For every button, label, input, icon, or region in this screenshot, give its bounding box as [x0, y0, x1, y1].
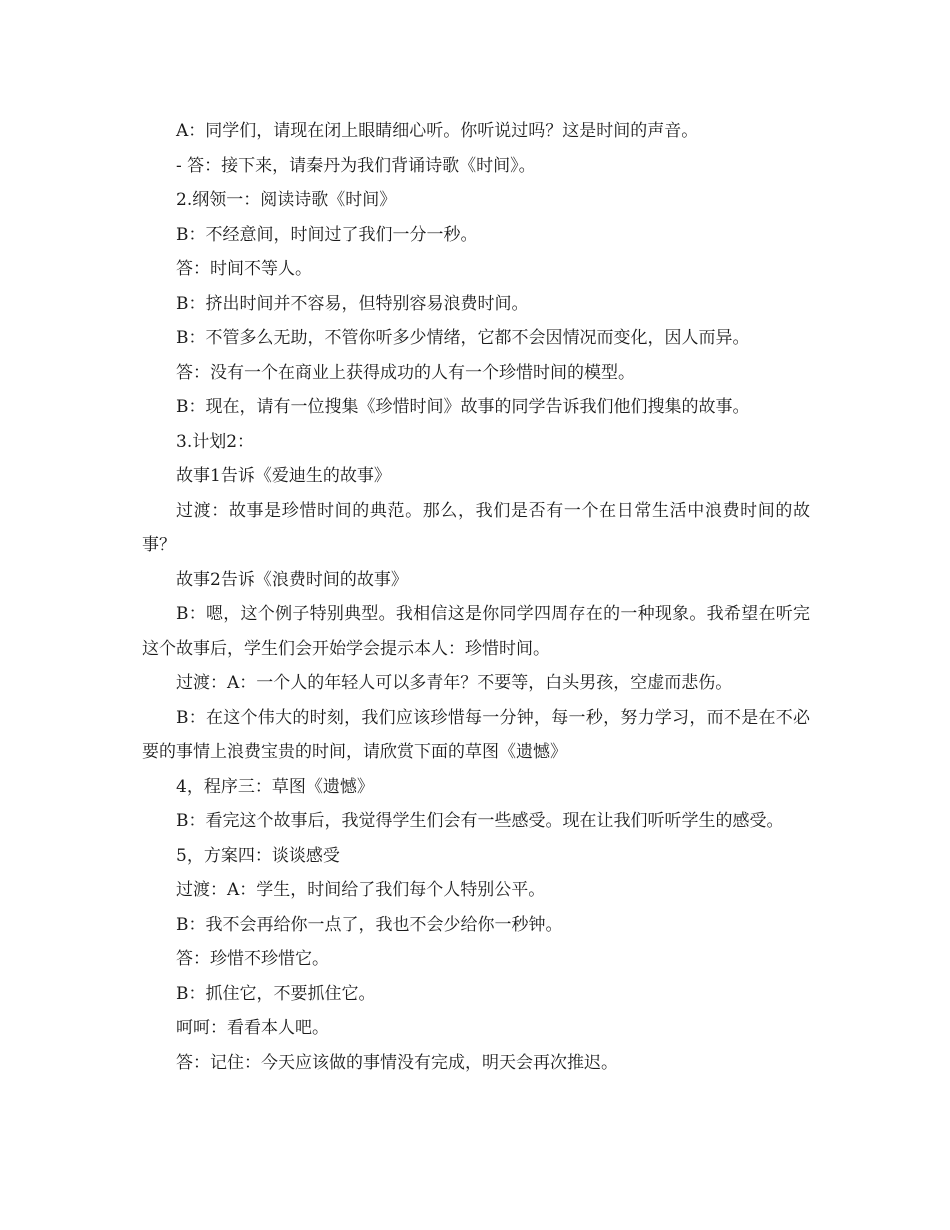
paragraph: B：嗯，这个例子特别典型。我相信这是你同学四周存在的一种现象。我希望在听完这个故事后，学生们会开始学会提示本人：珍惜时间。 — [142, 604, 810, 659]
paragraph: 答：珍惜不珍惜它。 — [176, 949, 329, 969]
paragraph: B：在这个伟大的时刻，我们应该珍惜每一分钟，每一秒，努力学习，而不是在不必要的事情上浪费宝贵的时间，请欣赏下面的草图《遗憾》 — [142, 707, 810, 762]
section-heading: 4，程序三：草图《遗憾》 — [176, 776, 374, 797]
paragraph: 故事2告诉《浪费时间的故事》 — [176, 569, 408, 590]
paragraph: B：不经意间，时间过了我们一分一秒。 — [176, 224, 478, 245]
paragraph: B：挤出时间并不容易，但特别容易浪费时间。 — [176, 293, 529, 314]
section-heading: 2.纲领一：阅读诗歌《时间》 — [176, 190, 397, 210]
paragraph: 过渡：A：一个人的年轻人可以多青年？不要等，白头男孩，空虚而悲伤。 — [176, 673, 733, 693]
paragraph: B：抓住它，不要抓住它。 — [176, 983, 376, 1004]
paragraph: 答：没有一个在商业上获得成功的人有一个珍惜时间的模型。 — [176, 362, 635, 383]
section-heading: 5，方案四：谈谈感受 — [176, 845, 340, 866]
document-body — [142, 114, 810, 1080]
paragraph: - 答：接下来，请秦丹为我们背诵诗歌《时间》。 — [176, 155, 536, 176]
section-heading: 3.计划2： — [176, 431, 255, 452]
paragraph: B：现在，请有一位搜集《珍惜时间》故事的同学告诉我们他们搜集的故事。 — [176, 397, 750, 417]
paragraph: B：看完这个故事后，我觉得学生们会有一些感受。现在让我们听听学生的感受。 — [176, 811, 784, 831]
paragraph: B：我不会再给你一点了，我也不会少给你一秒钟。 — [176, 914, 563, 935]
paragraph: 故事1告诉《爱迪生的故事》 — [176, 466, 391, 486]
paragraph: B：不管多么无助，不管你听多少情绪，它都不会因情况而变化，因人而异。 — [176, 328, 750, 348]
paragraph: 过渡：故事是珍惜时间的典范。那么，我们是否有一个在日常生活中浪费时间的故事？ — [142, 500, 810, 555]
paragraph: A：同学们，请现在闭上眼睛细心听。你听说过吗？这是时间的声音。 — [176, 121, 699, 141]
paragraph: 答：时间不等人。 — [176, 259, 312, 279]
paragraph: 答：记住：今天应该做的事情没有完成，明天会再次推迟。 — [176, 1052, 618, 1073]
paragraph: 过渡：A：学生，时间给了我们每个人特别公平。 — [176, 880, 546, 900]
paragraph: 呵呵：看看本人吧。 — [176, 1018, 329, 1038]
